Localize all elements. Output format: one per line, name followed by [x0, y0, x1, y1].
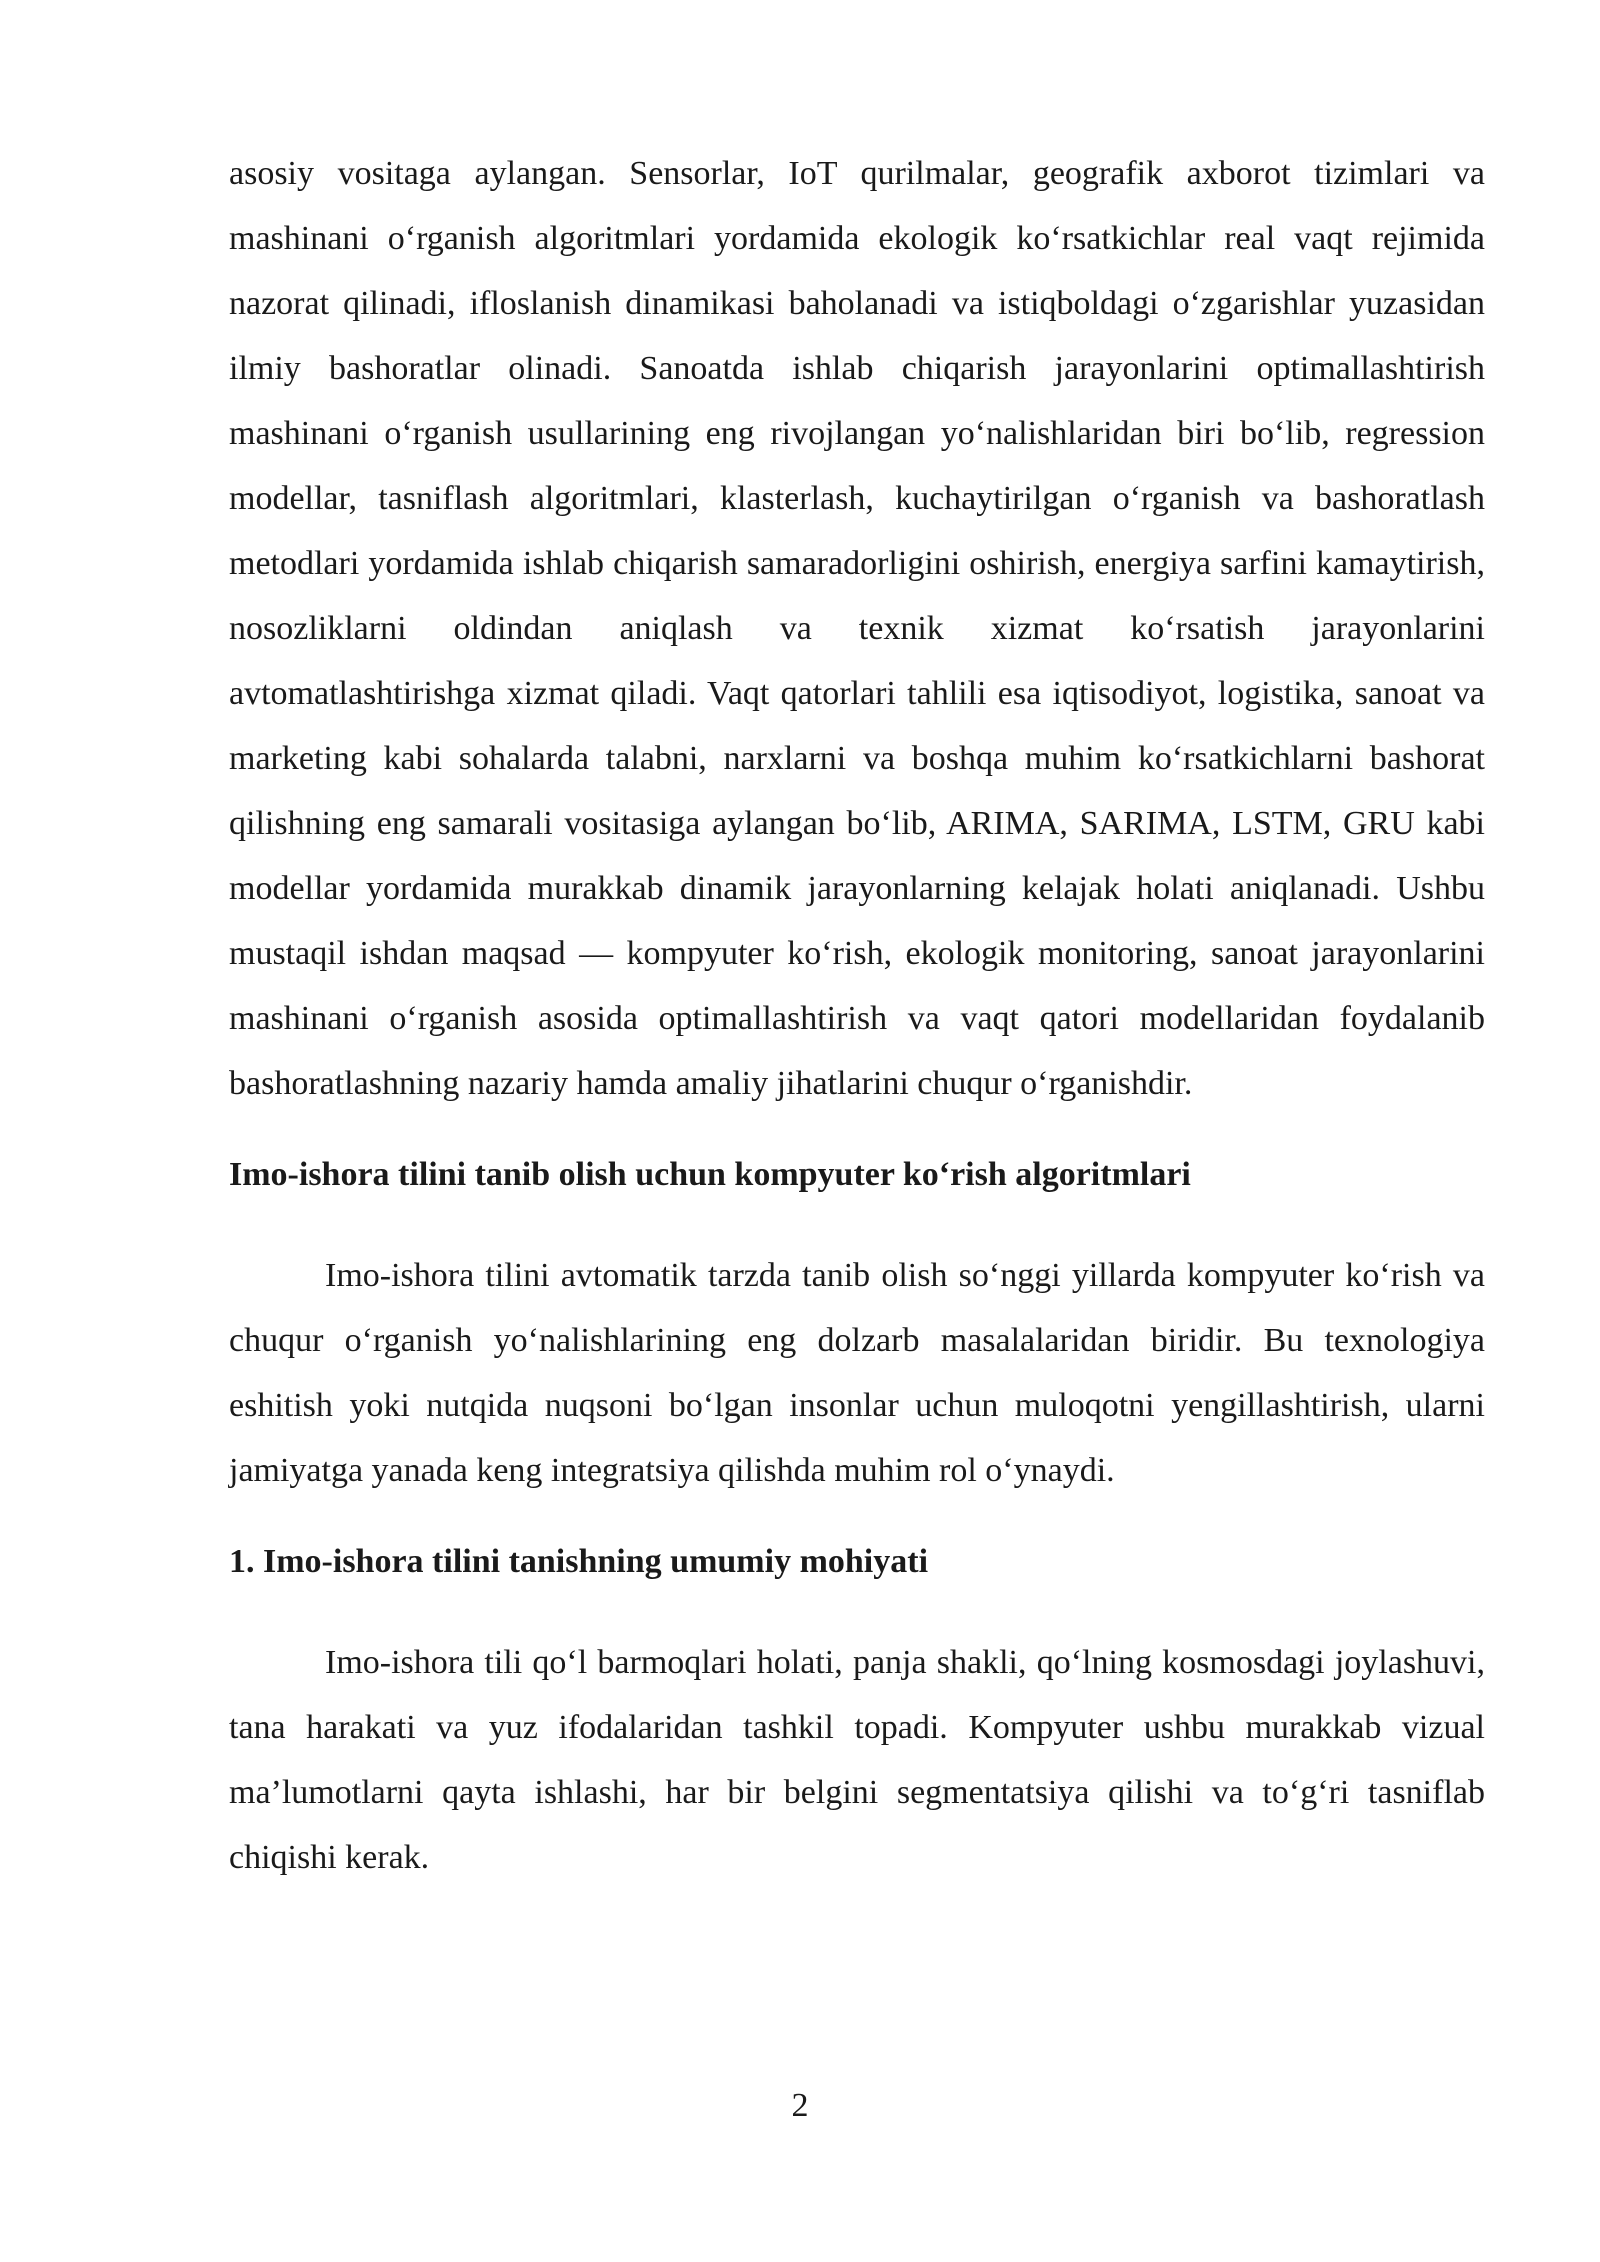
section-heading-sign-language-cv: Imo-ishora tilini tanib olish uchun kompyuter koʻrish algoritmlari: [229, 1156, 1191, 1193]
subsection-heading-general-essence: 1. Imo-ishora tilini tanishning umumiy mohiyati: [229, 1543, 929, 1580]
body-paragraph-intro-continuation: asosiy vositaga aylangan. Sensorlar, IoT qurilmalar, geografik axborot tizimlari va mashinani oʻrganish algoritmlari yordamida ekologik koʻrsatkichlar real vaqt rejimida nazorat qilinadi, ifloslanish dinamikasi baholanadi va istiqboldagi oʻzgarishlar yuzasidan ilmiy bashoratlar olinadi. Sanoatda ishlab chiqarish jarayonlarini optimallashtirish mashinani oʻrganish usullarining eng rivojlangan yoʻnalishlaridan biri boʻlib, regression modellar, tasniflash algoritmlari, klasterlash, kuchaytirilgan oʻrganish va bashoratlash metodlari yordamida ishlab chiqarish samaradorligini oshirish, energiya sarfini kamaytirish, nosozliklarni oldindan aniqlash va texnik xizmat koʻrsatish jarayonlarini avtomatlashtirishga xizmat qiladi. Vaqt qatorlari tahlili esa iqtisodiyot, logistika, sanoat va marketing kabi sohalarda talabni, narxlarni va boshqa muhim koʻrsatkichlarni bashorat qilishning eng samarali vositasiga aylangan boʻlib, ARIMA, SARIMA, LSTM, GRU kabi modellar yordamida murakkab dinamik jarayonlarning kelajak holati aniqlanadi. Ushbu mustaqil ishdan maqsad — kompyuter koʻrish, ekologik monitoring, sanoat jarayonlarini mashinani oʻrganish asosida optimallashtirish va vaqt qatori modellaridan foydalanib bashoratlashning nazariy hamda amaliy jihatlarini chuqur oʻrganishdir.: [229, 155, 1485, 1102]
document-page: [229, 141, 1485, 1890]
body-paragraph-sign-language-components: Imo-ishora tili qoʻl barmoqlari holati, panja shakli, qoʻlning kosmosdagi joylashuvi, tana harakati va yuz ifodalaridan tashkil topadi. Kompyuter ushbu murakkab vizual ma’lumotlarni qayta ishlashi, har bir belgini segmentatsiya qilishi va toʻgʻri tasniflab chiqishi kerak.: [229, 1644, 1485, 1876]
body-paragraph-sign-language-intro: Imo-ishora tilini avtomatik tarzda tanib olish soʻnggi yillarda kompyuter koʻrish va chuqur oʻrganish yoʻnalishlarining eng dolzarb masalalaridan biridir. Bu texnologiya eshitish yoki nutqida nuqsoni boʻlgan insonlar uchun muloqotni yengillashtirish, ularni jamiyatga yanada keng integratsiya qilishda muhim rol oʻynaydi.: [229, 1257, 1485, 1489]
page-number: 2: [791, 2087, 809, 2124]
